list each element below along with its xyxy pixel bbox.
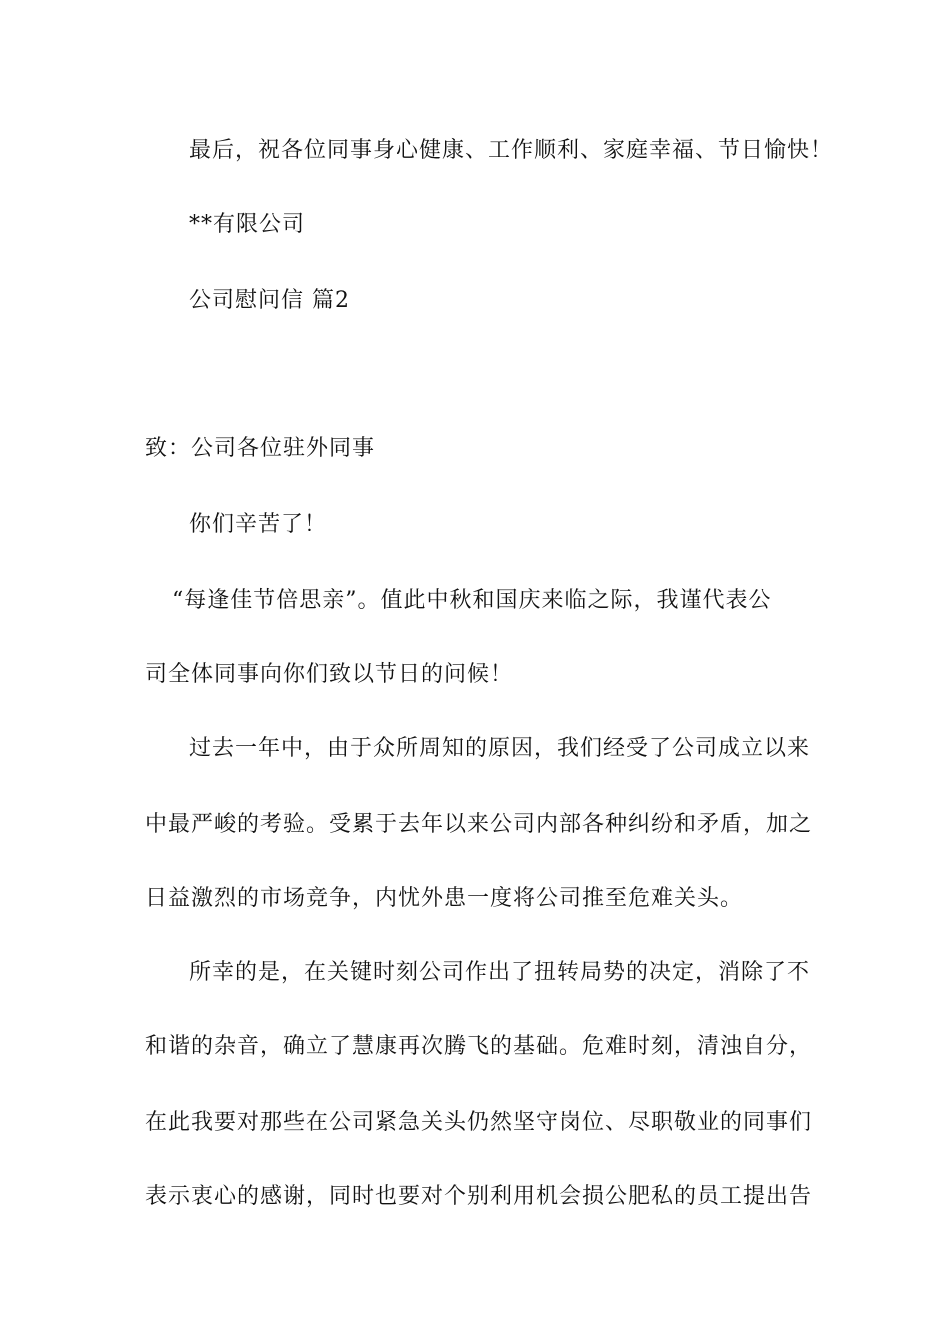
paragraph-line: “每逢佳节倍思亲”。值此中秋和国庆来临之际，我谨代表公 <box>172 588 772 613</box>
section-title: 公司慰问信 篇2 <box>189 288 350 313</box>
paragraph-line: 表示衷心的感谢，同时也要对个别利用机会损公肥私的员工提出告 <box>145 1184 813 1209</box>
paragraph-line: 和谐的杂音，确立了慧康再次腾飞的基础。危难时刻，清浊自分， <box>145 1034 813 1059</box>
greeting: 你们辛苦了！ <box>189 512 328 537</box>
paragraph-line: 日益激烈的市场竞争，内忧外患一度将公司推至危难关头。 <box>145 886 744 911</box>
paragraph-line: 中最严峻的考验。受累于去年以来公司内部各种纠纷和矛盾，加之 <box>145 812 813 837</box>
paragraph-line: 过去一年中，由于众所周知的原因，我们经受了公司成立以来 <box>189 736 811 761</box>
paragraph-line: 在此我要对那些在公司紧急关头仍然坚守岗位、尽职敬业的同事们 <box>145 1110 813 1135</box>
salutation: 致：公司各位驻外同事 <box>145 436 376 461</box>
company-signature: **有限公司 <box>189 212 306 237</box>
paragraph-line: 司全体同事向你们致以节日的问候！ <box>145 662 514 687</box>
closing-wish: 最后，祝各位同事身心健康、工作顺利、家庭幸福、节日愉快！ <box>189 138 834 163</box>
paragraph-line: 所幸的是，在关键时刻公司作出了扭转局势的决定，消除了不 <box>189 960 811 985</box>
